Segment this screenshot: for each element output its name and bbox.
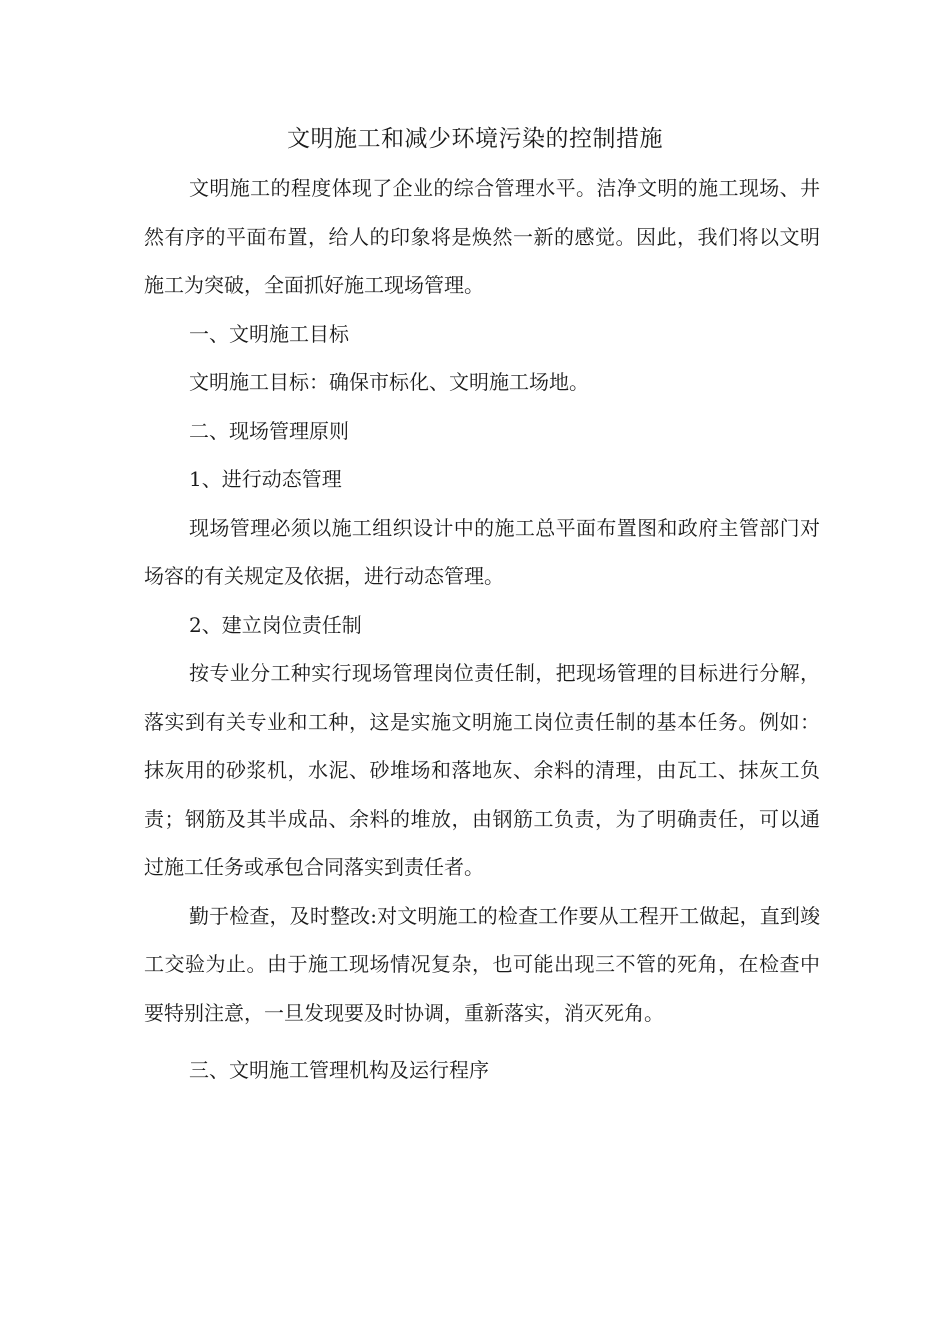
heading-section-3: 三、文明施工管理机构及运行程序 [189,1058,489,1082]
paragraph-inspection: 勤于检查，及时整改:对文明施工的检查工作要从工程开工做起，直到竣工交验为止。由于施工现场情况复杂，也可能出现三不管的死角，在检查中要特别注意，一旦发现要及时协调，重新落实，消灭死角。 [144,903,820,1025]
heading-subsection-1: 1、进行动态管理 [189,467,342,491]
paragraph-dynamic-management: 现场管理必须以施工组织设计中的施工总平面布置图和政府主管部门对场容的有关规定及依据，进行动态管理。 [144,515,820,588]
paragraph-goal: 文明施工目标：确保市标化、文明施工场地。 [189,370,589,394]
document-body [144,164,820,1095]
paragraph-responsibility: 按专业分工种实行现场管理岗位责任制，把现场管理的目标进行分解，落实到有关专业和工种，这是实施文明施工岗位责任制的基本任务。例如：抹灰用的砂浆机，水泥、砂堆场和落地灰、余料的清理，由瓦工、抹灰工负责；钢筋及其半成品、余料的堆放，由钢筋工负责，为了明确责任，可以通过施工任务或承包合同落实到责任者。 [144,661,820,879]
document-title: 文明施工和减少环境污染的控制措施 [287,126,663,152]
heading-subsection-2: 2、建立岗位责任制 [189,612,362,637]
paragraph-intro: 文明施工的程度体现了企业的综合管理水平。洁净文明的施工现场、井然有序的平面布置，给人的印象将是焕然一新的感觉。因此，我们将以文明施工为突破，全面抓好施工现场管理。 [144,176,820,297]
heading-section-2: 二、现场管理原则 [189,418,349,443]
heading-section-1: 一、文明施工目标 [189,321,349,346]
spacer [144,1037,820,1046]
